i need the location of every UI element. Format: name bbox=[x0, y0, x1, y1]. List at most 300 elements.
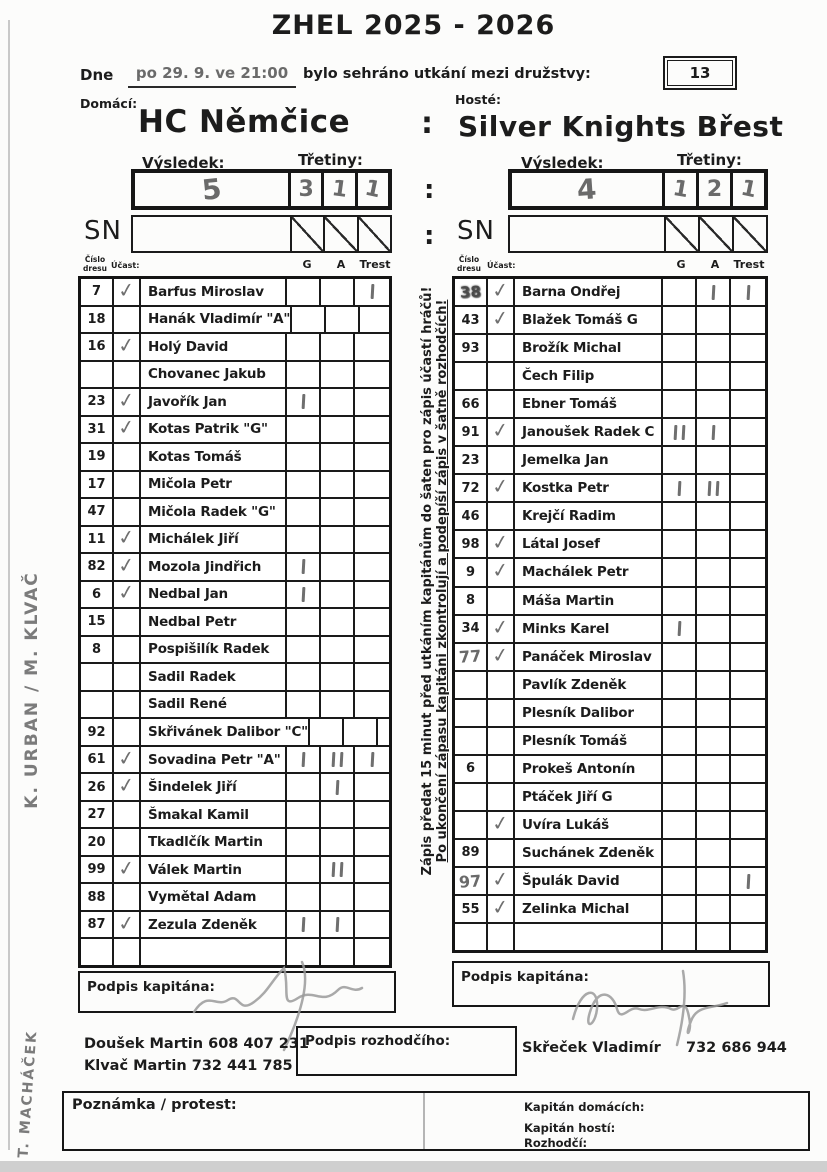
attendance-checkmark: ✓ bbox=[490, 529, 511, 556]
away-label: Hosté: bbox=[455, 92, 501, 107]
tally-mark bbox=[746, 873, 749, 888]
jersey-number-cell bbox=[81, 692, 114, 718]
home-third2-cell bbox=[324, 173, 357, 206]
assists-cell bbox=[321, 444, 355, 470]
jersey-number-cell bbox=[455, 868, 488, 894]
away-sn-slash2 bbox=[700, 217, 734, 251]
jersey-number: 16 bbox=[87, 339, 106, 355]
jersey-number: 17 bbox=[87, 476, 106, 492]
player-name-cell: Kotas Patrik "G" bbox=[141, 417, 287, 443]
attendance-checkmark: ✓ bbox=[116, 551, 137, 578]
margin-note-referees: K. URBAN / M. KLVAČ bbox=[22, 571, 42, 809]
penalty-cell bbox=[731, 335, 765, 361]
assists-cell bbox=[321, 582, 355, 608]
tally-mark bbox=[708, 481, 711, 496]
table-row bbox=[455, 559, 765, 587]
note-label: Poznámka / protest: bbox=[72, 1097, 237, 1113]
attendance-cell bbox=[114, 362, 141, 388]
attendance-cell bbox=[114, 744, 141, 773]
penalty-cell bbox=[731, 559, 765, 585]
attendance-cell bbox=[114, 386, 141, 415]
goals-cell bbox=[287, 664, 321, 690]
attendance-checkmark: ✓ bbox=[116, 386, 137, 413]
home-thirds-label: Třetiny: bbox=[298, 151, 363, 169]
player-name-cell: Mičola Radek "G" bbox=[141, 499, 287, 525]
penalty-cell bbox=[731, 616, 765, 642]
assists-cell bbox=[321, 334, 355, 360]
tally-mark bbox=[335, 917, 338, 932]
assists-cell bbox=[697, 840, 731, 866]
jersey-number: 19 bbox=[87, 449, 106, 465]
jersey-number-cell bbox=[455, 503, 488, 529]
contact-2: Klvač Martin 732 441 785 bbox=[84, 1058, 293, 1074]
penalty-cell bbox=[731, 896, 765, 922]
penalty-cell bbox=[355, 939, 389, 965]
jersey-number-cell bbox=[81, 774, 114, 800]
assists-cell bbox=[697, 924, 731, 950]
table-row bbox=[81, 744, 389, 775]
player-name-cell: Sovadina Petr "A" bbox=[141, 747, 287, 773]
table-row bbox=[81, 472, 389, 500]
home-col-number-label: Číslo dresu bbox=[83, 255, 107, 273]
assists-cell bbox=[321, 637, 355, 663]
penalty-cell bbox=[355, 802, 389, 828]
jersey-number-cell bbox=[455, 419, 488, 445]
jersey-number: 77 bbox=[458, 646, 483, 667]
assists-cell bbox=[697, 447, 731, 473]
attendance-cell bbox=[114, 276, 141, 305]
goals-cell bbox=[287, 554, 321, 580]
goals-cell bbox=[287, 499, 321, 525]
assists-cell bbox=[321, 527, 355, 553]
attendance-cell bbox=[114, 939, 141, 965]
attendance-cell bbox=[488, 784, 515, 810]
assists-cell bbox=[321, 692, 355, 718]
jersey-number: 11 bbox=[87, 531, 106, 547]
middle-instructions bbox=[420, 256, 450, 906]
goals-cell bbox=[663, 307, 697, 333]
jersey-number-cell bbox=[81, 417, 114, 443]
date-underline bbox=[128, 86, 296, 88]
attendance-checkmark: ✓ bbox=[490, 417, 511, 444]
home-result-cell bbox=[135, 173, 291, 206]
page-title: ZHEL 2025 - 2026 bbox=[271, 10, 556, 41]
home-result-label: Výsledek: bbox=[142, 154, 225, 172]
goals-cell bbox=[287, 802, 321, 828]
attendance-cell bbox=[488, 276, 515, 305]
jersey-number: 26 bbox=[87, 779, 106, 795]
table-row bbox=[81, 276, 389, 307]
penalty-cell bbox=[731, 868, 765, 894]
goals-cell bbox=[287, 857, 321, 883]
match-text: bylo sehráno utkání mezi družstvy: bbox=[303, 66, 591, 82]
jersey-number-cell bbox=[455, 840, 488, 866]
player-name-cell: Javořík Jan bbox=[141, 389, 287, 415]
goals-cell bbox=[663, 700, 697, 726]
attendance-cell bbox=[488, 559, 515, 585]
goals-cell bbox=[663, 924, 697, 950]
table-row bbox=[455, 335, 765, 363]
table-row bbox=[81, 909, 389, 940]
table-row bbox=[455, 419, 765, 447]
player-name-cell: Barna Ondřej bbox=[515, 279, 663, 305]
scan-edge-line bbox=[8, 20, 10, 1150]
tally-mark bbox=[301, 752, 304, 767]
penalty-cell bbox=[355, 637, 389, 663]
assists-cell bbox=[697, 363, 731, 389]
penalty-cell bbox=[355, 554, 389, 580]
player-name-cell: Prokeš Antonín bbox=[515, 756, 663, 782]
home-third1-value: 3 bbox=[298, 177, 314, 202]
jersey-number: 31 bbox=[87, 421, 106, 437]
goals-cell bbox=[287, 637, 321, 663]
goals-cell bbox=[287, 527, 321, 553]
table-row bbox=[81, 331, 389, 362]
home-sn-slash1 bbox=[292, 217, 325, 251]
away-third3-value: 1 bbox=[738, 175, 759, 204]
penalty-cell bbox=[355, 609, 389, 635]
attendance-cell bbox=[114, 692, 141, 718]
jersey-number-cell bbox=[81, 389, 114, 415]
jersey-number-cell bbox=[455, 588, 488, 614]
goals-cell bbox=[287, 472, 321, 498]
away-result-cell bbox=[512, 173, 665, 206]
assists-cell bbox=[697, 700, 731, 726]
jersey-number-cell bbox=[81, 857, 114, 883]
player-name-cell: Čech Filip bbox=[515, 363, 663, 389]
player-name-cell: Minks Karel bbox=[515, 616, 663, 642]
away-col-attend-label: Účast: bbox=[487, 261, 516, 270]
penalty-cell bbox=[731, 812, 765, 838]
attendance-cell bbox=[488, 700, 515, 726]
table-row bbox=[81, 499, 389, 527]
away-team-name: Silver Knights Břest bbox=[458, 110, 784, 143]
attendance-cell bbox=[488, 809, 515, 838]
player-name-cell: Látal Josef bbox=[515, 531, 663, 557]
attendance-checkmark: ✓ bbox=[116, 579, 137, 606]
tally-mark bbox=[711, 284, 714, 299]
player-name-cell: Holý David bbox=[141, 334, 287, 360]
player-name-cell: Plesník Dalibor bbox=[515, 700, 663, 726]
table-row bbox=[455, 865, 765, 896]
jersey-number-cell bbox=[455, 812, 488, 838]
jersey-number: 87 bbox=[87, 917, 106, 933]
assists-cell bbox=[321, 609, 355, 635]
goals-cell bbox=[292, 307, 326, 333]
attendance-cell bbox=[114, 771, 141, 800]
jersey-number-cell bbox=[81, 499, 114, 525]
goals-cell bbox=[663, 279, 697, 305]
attendance-checkmark: ✓ bbox=[116, 524, 137, 551]
jersey-number: 47 bbox=[87, 504, 106, 520]
jersey-number: 18 bbox=[87, 311, 106, 327]
assists-cell bbox=[321, 472, 355, 498]
jersey-number-cell bbox=[81, 279, 114, 305]
away-captain-sign-box bbox=[452, 961, 770, 1007]
jersey-number: 88 bbox=[87, 889, 106, 905]
player-name-cell: Šindelek Jiří bbox=[141, 774, 287, 800]
player-name-cell: Barfus Miroslav bbox=[141, 279, 287, 305]
table-row bbox=[455, 276, 765, 307]
attendance-cell bbox=[488, 419, 515, 445]
assists-cell bbox=[321, 499, 355, 525]
away-col-g-label: G bbox=[676, 258, 686, 271]
penalty-cell bbox=[731, 924, 765, 950]
attendance-cell bbox=[488, 475, 515, 501]
assists-cell bbox=[321, 802, 355, 828]
attendance-cell bbox=[488, 893, 515, 922]
jersey-number-cell bbox=[455, 672, 488, 698]
away-gat-header bbox=[664, 258, 766, 271]
home-third3-cell bbox=[358, 173, 388, 206]
away-third3-cell bbox=[733, 173, 764, 206]
penalty-cell bbox=[731, 475, 765, 501]
penalty-cell bbox=[731, 672, 765, 698]
attendance-cell bbox=[488, 840, 515, 866]
attendance-cell bbox=[114, 524, 141, 553]
jersey-number-cell bbox=[455, 644, 488, 670]
table-row bbox=[81, 692, 389, 720]
penalty-cell bbox=[355, 664, 389, 690]
assists-cell bbox=[321, 362, 355, 388]
attendance-checkmark: ✓ bbox=[490, 865, 511, 893]
note-protest-box bbox=[62, 1091, 810, 1151]
table-row bbox=[81, 579, 389, 610]
away-score-box bbox=[508, 169, 768, 210]
jersey-number: 8 bbox=[465, 593, 476, 609]
player-name-cell: Sadil René bbox=[141, 692, 287, 718]
attendance-cell bbox=[114, 664, 141, 690]
jersey-number-cell bbox=[81, 802, 114, 828]
away-sn-empty-cell bbox=[510, 217, 666, 251]
penalty-cell bbox=[355, 279, 389, 305]
table-row bbox=[81, 939, 389, 965]
jersey-number: 6 bbox=[91, 586, 102, 602]
away-third1-value: 1 bbox=[670, 175, 691, 204]
assists-cell bbox=[321, 774, 355, 800]
referee-line-label: Rozhodčí: bbox=[524, 1136, 588, 1150]
jersey-number: 23 bbox=[461, 452, 480, 468]
scan-bottom-band bbox=[0, 1161, 827, 1172]
jersey-number: 46 bbox=[461, 508, 480, 524]
goals-cell bbox=[663, 559, 697, 585]
jersey-number-cell bbox=[455, 531, 488, 557]
jersey-number-cell bbox=[455, 475, 488, 501]
table-row bbox=[455, 700, 765, 728]
assists-cell bbox=[326, 307, 360, 333]
table-row bbox=[81, 362, 389, 390]
goals-cell bbox=[287, 334, 321, 360]
assists-cell bbox=[321, 554, 355, 580]
attendance-cell bbox=[114, 472, 141, 498]
goals-cell bbox=[663, 419, 697, 445]
goals-cell bbox=[663, 756, 697, 782]
penalty-cell bbox=[731, 840, 765, 866]
penalty-cell bbox=[731, 363, 765, 389]
jersey-number-cell bbox=[81, 609, 114, 635]
penalty-cell bbox=[355, 774, 389, 800]
assists-cell bbox=[321, 417, 355, 443]
assists-cell bbox=[697, 419, 731, 445]
player-name-cell: Kotas Tomáš bbox=[141, 444, 287, 470]
captain-home-line-label: Kapitán domácích: bbox=[524, 1100, 645, 1114]
jersey-number: 91 bbox=[461, 424, 480, 440]
attendance-checkmark: ✓ bbox=[116, 414, 137, 441]
jersey-number-cell bbox=[81, 829, 114, 855]
player-name-cell bbox=[141, 939, 287, 965]
attendance-cell bbox=[488, 447, 515, 473]
away-result-label: Výsledek: bbox=[521, 154, 604, 172]
penalty-cell bbox=[360, 307, 394, 333]
jersey-number: 15 bbox=[87, 614, 106, 630]
goals-cell bbox=[663, 784, 697, 810]
home-gat-header bbox=[290, 258, 392, 271]
goals-cell bbox=[287, 747, 321, 773]
penalty-cell bbox=[731, 279, 765, 305]
attendance-cell bbox=[488, 756, 515, 782]
goals-cell bbox=[287, 609, 321, 635]
jersey-number-cell bbox=[81, 939, 114, 965]
jersey-number: 55 bbox=[461, 901, 480, 917]
attendance-checkmark: ✓ bbox=[490, 473, 511, 500]
instruction-line1: Zápis předat 15 minut před utkáním kapitánům do šaten pro zápis účastí hráčů! bbox=[420, 286, 435, 876]
attendance-checkmark: ✓ bbox=[490, 809, 511, 836]
jersey-number-cell bbox=[81, 637, 114, 663]
table-row bbox=[81, 444, 389, 472]
jersey-number-cell bbox=[455, 700, 488, 726]
player-name-cell: Krejčí Radim bbox=[515, 503, 663, 529]
penalty-cell bbox=[355, 499, 389, 525]
attendance-checkmark: ✓ bbox=[490, 613, 511, 640]
attendance-cell bbox=[114, 637, 141, 663]
jersey-number-cell bbox=[455, 756, 488, 782]
goals-cell bbox=[663, 447, 697, 473]
player-name-cell: Válek Martin bbox=[141, 857, 287, 883]
jersey-number: 9 bbox=[465, 564, 476, 580]
away-col-a-label: A bbox=[710, 258, 720, 271]
away-third2-value: 2 bbox=[706, 177, 723, 202]
tally-mark bbox=[339, 752, 342, 767]
penalty-cell bbox=[355, 829, 389, 855]
tally-mark bbox=[301, 559, 304, 574]
goals-cell bbox=[663, 672, 697, 698]
instruction-line2: Po ukončení zápasu kapitáni zkontrolují a podepíší zápis v šatně rozhodčích! bbox=[435, 299, 450, 863]
home-result-value: 5 bbox=[200, 172, 223, 207]
goals-cell bbox=[663, 896, 697, 922]
jersey-number: 92 bbox=[87, 724, 106, 740]
assists-cell bbox=[321, 389, 355, 415]
tally-mark bbox=[332, 752, 335, 767]
player-name-cell: Plesník Tomáš bbox=[515, 728, 663, 754]
player-name-cell: Máša Martin bbox=[515, 588, 663, 614]
sn-separator-colon: : bbox=[424, 221, 435, 251]
table-row bbox=[81, 637, 389, 665]
tally-mark bbox=[301, 394, 304, 409]
tally-mark bbox=[370, 752, 373, 767]
player-name-cell: Nedbal Jan bbox=[141, 582, 287, 608]
tally-mark bbox=[332, 862, 335, 877]
jersey-number: 98 bbox=[461, 536, 480, 552]
table-row bbox=[455, 728, 765, 756]
penalty-cell bbox=[355, 334, 389, 360]
margin-note-bottom: T. MACHÁČEK bbox=[15, 1029, 41, 1159]
jersey-number: 20 bbox=[87, 834, 106, 850]
attendance-cell bbox=[488, 641, 515, 670]
note-box-divider bbox=[423, 1093, 425, 1149]
away-sn-box bbox=[508, 215, 768, 253]
table-row bbox=[81, 802, 389, 830]
attendance-checkmark: ✓ bbox=[116, 331, 137, 358]
home-label: Domácí: bbox=[80, 96, 138, 111]
jersey-number-cell bbox=[81, 307, 114, 333]
table-row bbox=[81, 771, 389, 802]
attendance-cell bbox=[488, 391, 515, 417]
assists-cell bbox=[321, 829, 355, 855]
table-row bbox=[455, 363, 765, 391]
referee-sign-label: Podpis rozhodčího: bbox=[305, 1033, 451, 1049]
penalty-cell bbox=[355, 884, 389, 910]
jersey-number-cell bbox=[455, 728, 488, 754]
goals-cell bbox=[663, 728, 697, 754]
attendance-cell bbox=[114, 579, 141, 608]
goals-cell bbox=[287, 279, 321, 305]
player-name-cell: Ptáček Jiří G bbox=[515, 784, 663, 810]
player-name-cell: Kostka Petr bbox=[515, 475, 663, 501]
away-col-number-label: Číslo dresu bbox=[457, 255, 481, 273]
home-sn-slash2 bbox=[325, 217, 358, 251]
jersey-number: 97 bbox=[458, 870, 483, 892]
attendance-cell bbox=[488, 672, 515, 698]
home-col-g-label: G bbox=[302, 258, 312, 271]
table-row bbox=[455, 531, 765, 559]
tally-mark bbox=[746, 284, 749, 299]
assists-cell bbox=[697, 728, 731, 754]
assists-cell bbox=[321, 912, 355, 938]
away-third1-cell bbox=[665, 173, 699, 206]
penalty-cell bbox=[355, 444, 389, 470]
player-name-cell: Machálek Petr bbox=[515, 559, 663, 585]
goals-cell bbox=[287, 884, 321, 910]
table-row bbox=[455, 307, 765, 335]
date-value: po 29. 9. ve 21:00 bbox=[135, 64, 289, 82]
assists-cell bbox=[321, 884, 355, 910]
jersey-number: 6 bbox=[465, 761, 476, 777]
match-number: 13 bbox=[667, 60, 733, 86]
attendance-checkmark: ✓ bbox=[116, 909, 137, 936]
penalty-cell bbox=[731, 419, 765, 445]
goals-cell bbox=[663, 616, 697, 642]
attendance-cell bbox=[488, 588, 515, 614]
jersey-number: 99 bbox=[87, 862, 106, 878]
player-name-cell: Hanák Vladimír "A" bbox=[141, 307, 292, 333]
jersey-number: 27 bbox=[87, 807, 106, 823]
home-team-name: HC Němčice bbox=[138, 104, 351, 140]
away-sn-slash1 bbox=[666, 217, 700, 251]
assists-cell bbox=[697, 868, 731, 894]
table-row bbox=[455, 503, 765, 531]
tally-mark bbox=[715, 481, 718, 496]
table-row bbox=[455, 893, 765, 924]
jersey-number: 82 bbox=[87, 559, 106, 575]
jersey-number-cell bbox=[455, 616, 488, 642]
tally-mark bbox=[677, 481, 680, 496]
tally-mark bbox=[339, 862, 342, 877]
tally-mark bbox=[711, 425, 714, 440]
away-result-value: 4 bbox=[576, 172, 598, 207]
tally-mark bbox=[677, 621, 680, 636]
attendance-cell bbox=[488, 728, 515, 754]
table-row bbox=[455, 809, 765, 840]
